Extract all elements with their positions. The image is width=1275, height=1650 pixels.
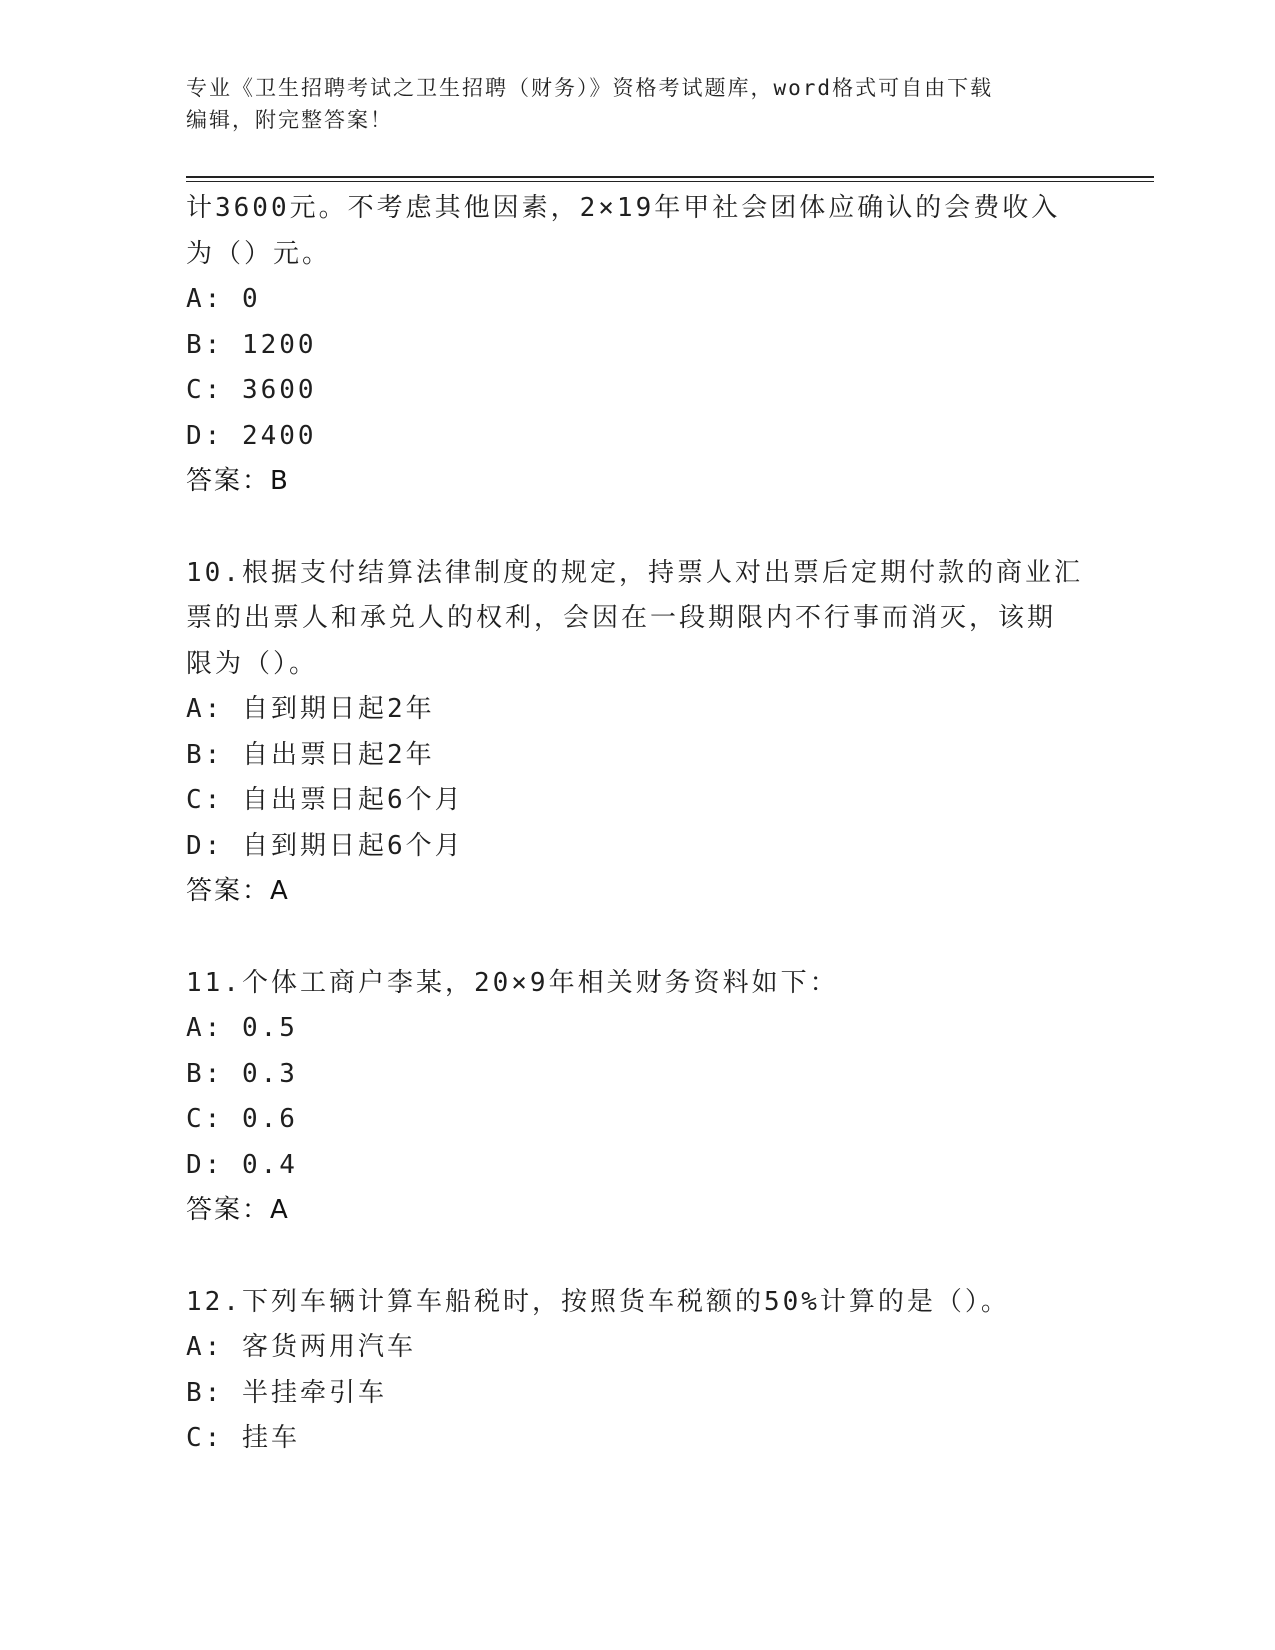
question-stem-line: 限为（）。 <box>186 648 319 679</box>
option-b: B: 1200 <box>186 329 317 360</box>
answer-line: 答案：A <box>186 876 290 906</box>
question-stem-line: 11.个体工商户李某，20×9年相关财务资料如下： <box>186 967 839 998</box>
question-stem-line: 12.下列车辆计算车船税时，按照货车税额的50%计算的是（）。 <box>186 1286 1010 1317</box>
question-stem-line: 计3600元。不考虑其他因素，2×19年甲社会团体应确认的会费收入 <box>186 193 1061 223</box>
option-c: C: 3600 <box>186 375 317 405</box>
header-rule-thick <box>186 176 1154 178</box>
question-stem-line: 为（）元。 <box>186 238 332 269</box>
question-block <box>186 551 1086 915</box>
option-b: B: 0.3 <box>186 1058 298 1089</box>
option-c: C: 自出票日起6个月 <box>186 785 464 815</box>
question-block <box>186 961 1086 1234</box>
question-stem-line: 10.根据支付结算法律制度的规定，持票人对出票后定期付款的商业汇 <box>186 557 1083 588</box>
option-a: A: 0.5 <box>186 1013 298 1043</box>
answer-line: 答案：A <box>186 1195 290 1225</box>
question-list <box>186 186 1086 1462</box>
option-d: D: 自到期日起6个月 <box>186 830 464 861</box>
header-line-1: 专业《卫生招聘考试之卫生招聘（财务）》资格考试题库，word格式可自由下载 <box>186 76 994 100</box>
option-a: A: 客货两用汽车 <box>186 1332 416 1362</box>
question-block <box>186 186 1086 505</box>
option-d: D: 2400 <box>186 420 317 451</box>
option-a: A: 自到期日起2年 <box>186 694 435 724</box>
header-line-2: 编辑，附完整答案！ <box>186 108 393 132</box>
option-c: C: 0.6 <box>186 1104 298 1134</box>
question-stem-line: 票的出票人和承兑人的权利，会因在一段期限内不行事而消灭，该期 <box>186 603 1057 633</box>
option-c: C: 挂车 <box>186 1423 300 1453</box>
option-d: D: 0.4 <box>186 1149 298 1180</box>
header-rule-thin <box>186 181 1154 182</box>
question-block <box>186 1280 1086 1462</box>
option-b: B: 半挂牵引车 <box>186 1377 387 1408</box>
answer-line: 答案：B <box>186 466 290 496</box>
option-b: B: 自出票日起2年 <box>186 739 435 770</box>
option-a: A: 0 <box>186 284 261 314</box>
page-header <box>186 72 1066 136</box>
